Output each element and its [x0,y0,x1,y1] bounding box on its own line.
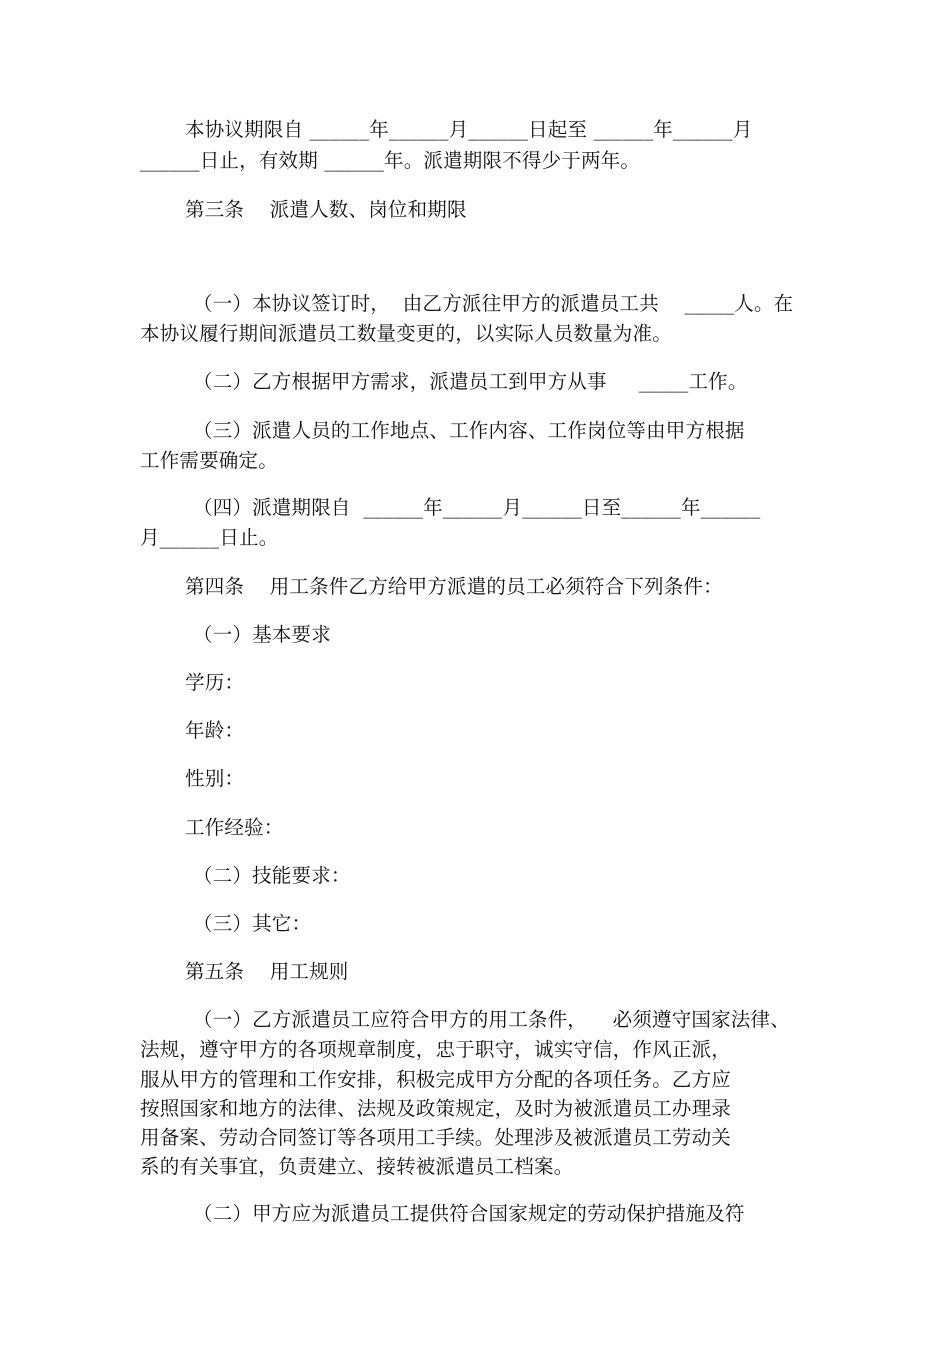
education-field: 学历： [185,671,245,694]
article-5-heading: 第五条 用工规则 [185,960,349,983]
clause-4-3: （三）其它： [193,912,312,935]
article-3-heading: 第三条 派遣人数、岗位和期限 [185,198,467,221]
clause-5-1-line-5: 用备案、劳动合同签订等各项用工手续。处理涉及被派遣员工劳动关 [140,1126,732,1149]
term-period-line-2: ______日止，有效期 ______年。派遣期限不得少于两年。 [140,149,641,172]
clause-3-1-line-1: （一）本协议签订时， 由乙方派往甲方的派遣员工共 _____人。在 [193,292,794,315]
clause-5-1-line-2: 法规，遵守甲方的各项规章制度，忠于职守，诚实守信，作风正派， [140,1038,732,1061]
clause-3-3-line-1: （三）派遣人员的工作地点、工作内容、工作岗位等由甲方根据 [193,419,745,442]
clause-4-2: （二）技能要求： [193,864,351,887]
gender-field: 性别： [185,767,245,790]
clause-3-4-line-2: 月______日止。 [140,526,279,549]
experience-field: 工作经验： [185,816,284,839]
clause-5-1-line-3: 服从甲方的管理和工作安排，积极完成甲方分配的各项任务。乙方应 [140,1068,732,1091]
article-4-heading: 第四条 用工条件乙方给甲方派遣的员工必须符合下列条件： [185,575,723,598]
clause-5-2-line-1: （二）甲方应为派遣员工提供符合国家规定的劳动保护措施及符 [193,1202,745,1225]
term-period-line-1: 本协议期限自 ______年______月______日起至 ______年______月 [185,118,753,141]
clause-4-1: （一）基本要求 [193,623,331,646]
clause-3-2: （二）乙方根据甲方需求，派遣员工到甲方从事 _____工作。 [193,370,748,393]
clause-3-4-line-1: （四）派遣期限自 ______年______月______日至______年______ [193,496,761,519]
age-field: 年龄： [185,719,245,742]
clause-5-1-line-1: （一）乙方派遣员工应符合甲方的用工条件， 必须遵守国家法律、 [193,1008,790,1031]
clause-3-3-line-2: 工作需要确定。 [140,449,278,472]
clause-5-1-line-6: 系的有关事宜，负责建立、接转被派遣员工档案。 [140,1155,574,1178]
clause-3-1-line-2: 本协议履行期间派遣员工数量变更的，以实际人员数量为准。 [140,322,672,345]
clause-5-1-line-4: 按照国家和地方的法律、法规及政策规定，及时为被派遣员工办理录 [140,1097,732,1120]
